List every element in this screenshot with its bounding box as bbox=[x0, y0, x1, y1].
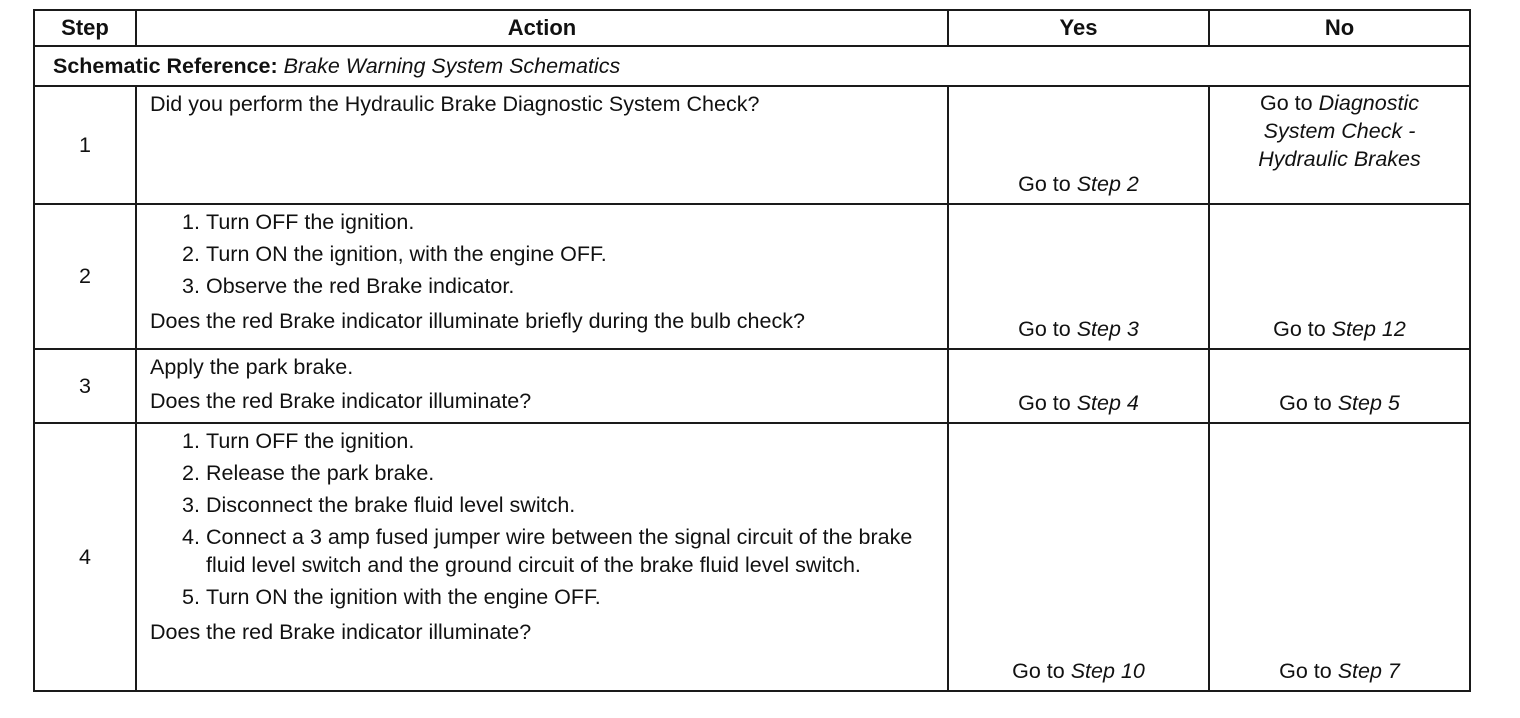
yes-cell bbox=[948, 86, 1209, 204]
list-item bbox=[182, 459, 939, 487]
item-text: Release the park brake. bbox=[206, 461, 435, 485]
go-to-label: Go to bbox=[1279, 391, 1332, 415]
list-item bbox=[182, 427, 939, 455]
item-text: Turn OFF the ignition. bbox=[206, 210, 415, 234]
list-item bbox=[182, 583, 939, 611]
action-cell bbox=[136, 349, 948, 423]
item-number: 1. bbox=[182, 429, 200, 453]
table-row bbox=[34, 86, 1470, 204]
yes-target: Step 3 bbox=[1076, 317, 1139, 341]
no-target: Step 5 bbox=[1337, 391, 1400, 415]
item-text: Turn ON the ignition, with the engine OFF. bbox=[206, 242, 607, 266]
item-number: 3. bbox=[182, 493, 200, 517]
step-number: 1 bbox=[34, 86, 136, 204]
question: Does the red Brake indicator illuminate briefly during the bulb check? bbox=[150, 309, 805, 333]
list-item bbox=[182, 491, 939, 519]
action-list bbox=[150, 208, 939, 300]
yes-cell bbox=[948, 349, 1209, 423]
table-row bbox=[34, 204, 1470, 349]
yes-cell bbox=[948, 423, 1209, 691]
list-item bbox=[182, 272, 939, 300]
diagnostic-table bbox=[33, 9, 1471, 692]
action-list bbox=[150, 427, 939, 611]
item-number: 4. bbox=[182, 525, 200, 549]
step-number: 3 bbox=[34, 349, 136, 423]
schematic-reference bbox=[34, 46, 1470, 86]
go-to-label: Go to bbox=[1018, 317, 1071, 341]
reference-value: Brake Warning System Schematics bbox=[283, 53, 621, 78]
item-text: Turn OFF the ignition. bbox=[206, 429, 415, 453]
item-number: 3. bbox=[182, 274, 200, 298]
go-to-label: Go to bbox=[1018, 172, 1071, 196]
table-row bbox=[34, 423, 1470, 691]
step-number: 4 bbox=[34, 423, 136, 691]
item-number: 5. bbox=[182, 585, 200, 609]
go-to-label: Go to bbox=[1012, 659, 1065, 683]
action-cell bbox=[136, 423, 948, 691]
question: Does the red Brake indicator illuminate? bbox=[150, 620, 532, 644]
yes-target: Step 4 bbox=[1076, 391, 1139, 415]
header-step: Step bbox=[34, 10, 136, 46]
item-number: 2. bbox=[182, 242, 200, 266]
header-row bbox=[34, 10, 1470, 46]
item-number: 1. bbox=[182, 210, 200, 234]
item-text: Turn ON the ignition with the engine OFF. bbox=[206, 585, 601, 609]
question: Does the red Brake indicator illuminate? bbox=[150, 389, 532, 413]
question: Did you perform the Hydraulic Brake Diagnostic System Check? bbox=[150, 92, 760, 116]
go-to-label: Go to bbox=[1260, 91, 1313, 115]
header-action: Action bbox=[136, 10, 948, 46]
item-text: Disconnect the brake fluid level switch. bbox=[206, 493, 576, 517]
step-number: 2 bbox=[34, 204, 136, 349]
item-text: Connect a 3 amp fused jumper wire between the signal circuit of the brake fluid level switch and the ground circuit of the brake fluid level switch. bbox=[206, 525, 913, 577]
go-to-label: Go to bbox=[1273, 317, 1326, 341]
schematic-reference-row bbox=[34, 46, 1470, 86]
table-row bbox=[34, 349, 1470, 423]
header-no: No bbox=[1209, 10, 1470, 46]
no-target: Step 7 bbox=[1337, 659, 1400, 683]
no-cell bbox=[1209, 204, 1470, 349]
go-to-label: Go to bbox=[1018, 391, 1071, 415]
item-text: Observe the red Brake indicator. bbox=[206, 274, 515, 298]
reference-label: Schematic Reference: bbox=[53, 53, 278, 78]
yes-cell bbox=[948, 204, 1209, 349]
list-item bbox=[182, 208, 939, 236]
no-target: Step 12 bbox=[1331, 317, 1406, 341]
list-item bbox=[182, 240, 939, 268]
action-cell bbox=[136, 86, 948, 204]
no-target-line: Diagnostic bbox=[1318, 91, 1419, 115]
no-cell bbox=[1209, 86, 1470, 204]
go-to-label: Go to bbox=[1279, 659, 1332, 683]
no-cell bbox=[1209, 349, 1470, 423]
list-item bbox=[182, 523, 939, 579]
no-target-line: System Check - bbox=[1263, 119, 1416, 143]
yes-target: Step 2 bbox=[1076, 172, 1139, 196]
instruction: Apply the park brake. bbox=[150, 355, 354, 379]
header-yes: Yes bbox=[948, 10, 1209, 46]
yes-target: Step 10 bbox=[1070, 659, 1145, 683]
no-cell bbox=[1209, 423, 1470, 691]
action-cell bbox=[136, 204, 948, 349]
item-number: 2. bbox=[182, 461, 200, 485]
no-target-line: Hydraulic Brakes bbox=[1258, 147, 1421, 171]
